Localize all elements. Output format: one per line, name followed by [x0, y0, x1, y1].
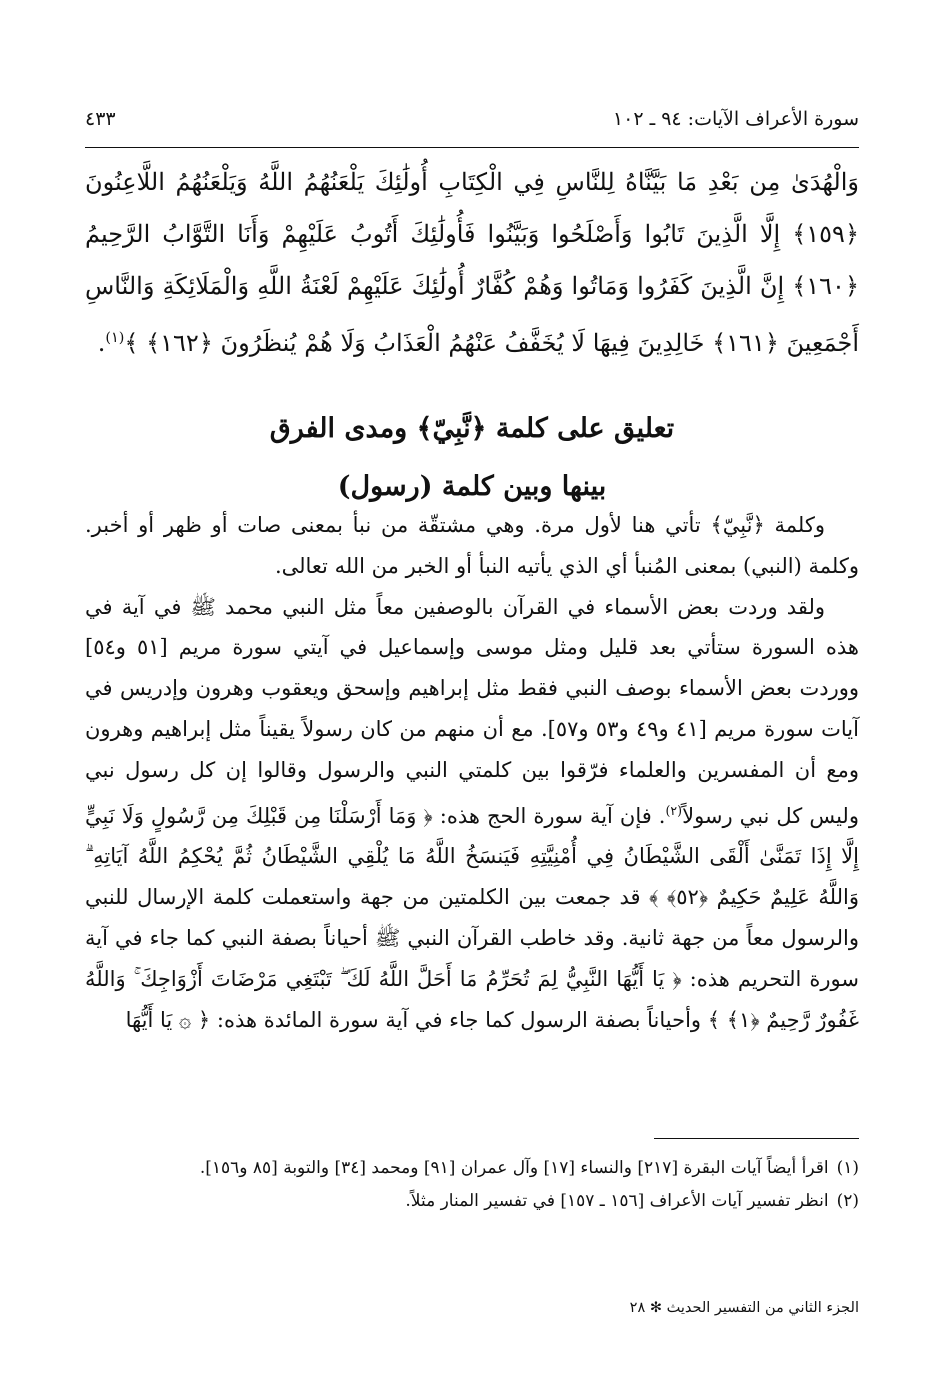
- page-header: [85, 108, 859, 130]
- page-number: ٤٣٣: [85, 108, 116, 130]
- quran-quote-tahrim: ﴿ يَا أَيُّهَا النَّبِيُّ لِمَ تُحَرِّمُ مَا أَحَلَّ اللَّهُ لَكَ ۖ تَبْتَغِي مَرْضَاتَ أَزْوَاجِكَ ۚ وَاللَّهُ غَفُورٌ رَّحِيمٌ ﴿١﴾ ﴾: [85, 966, 859, 1032]
- heading-line-2: بينها وبين كلمة (رسول): [337, 471, 607, 502]
- quran-verses-text: وَالْهُدَىٰ مِن بَعْدِ مَا بَيَّنَّاهُ لِلنَّاسِ فِي الْكِتَابِ أُولَٰئِكَ يَلْعَنُهُمُ اللَّهُ وَيَلْعَنُهُمُ اللَّاعِنُونَ ﴿١٥٩﴾ إِلَّا الَّذِينَ تَابُوا وَأَصْلَحُوا وَبَيَّنُوا فَأُولَٰئِكَ أَتُوبُ عَلَيْهِمْ وَأَنَا التَّوَّابُ الرَّحِيمُ ﴿١٦٠﴾ إِنَّ الَّذِينَ كَفَرُوا وَمَاتُوا وَهُمْ كُفَّارٌ أُولَٰئِكَ عَلَيْهِمْ لَعْنَةُ اللَّهِ وَالْمَلَائِكَةِ وَالنَّاسِ أَجْمَعِينَ ﴿١٦١﴾ خَالِدِينَ فِيهَا لَا يُخَفَّفُ عَنْهُمُ الْعَذَابُ وَلَا هُمْ يُنظَرُونَ ﴿١٦٢﴾ ﴾: [85, 168, 859, 357]
- heading-line-1: تعليق على كلمة ﴿نَّبِيّ﴾ ومدى الفرق: [269, 413, 675, 444]
- page-footer: الجزء الثاني من التفسير الحديث ✻ ٢٨: [629, 1300, 859, 1316]
- quran-quote-hajj: ﴿ وَمَا أَرْسَلْنَا مِن قَبْلِكَ مِن رَّسُولٍ وَلَا نَبِيٍّ إِلَّا إِذَا تَمَنَّىٰ أَلْقَى الشَّيْطَانُ فِي أُمْنِيَّتِهِ فَيَنسَخُ اللَّهُ مَا يُلْقِي الشَّيْطَانُ ثُمَّ يُحْكِمُ اللَّهُ آيَاتِهِ ۗ وَاللَّهُ عَلِيمٌ حَكِيمٌ ﴿٥٢﴾ ﴾: [85, 803, 859, 910]
- body-text: [85, 505, 859, 1040]
- section-heading: [85, 400, 859, 516]
- footnote-ref-2: (٢): [665, 802, 683, 818]
- quran-verses-block: وَالْهُدَىٰ مِن بَعْدِ مَا بَيَّنَّاهُ لِلنَّاسِ فِي الْكِتَابِ أُولَٰئِكَ يَلْعَنُهُمُ اللَّهُ وَيَلْعَنُهُمُ اللَّاعِنُونَ ﴿١٥٩﴾ إِلَّا الَّذِينَ تَابُوا وَأَصْلَحُوا وَبَيَّنُوا فَأُولَٰئِكَ أَتُوبُ عَلَيْهِمْ وَأَنَا التَّوَّابُ الرَّحِيمُ ﴿١٦٠﴾ إِنَّ الَّذِينَ كَفَرُوا وَمَاتُوا وَهُمْ كُفَّارٌ أُولَٰئِكَ عَلَيْهِمْ لَعْنَةُ اللَّهِ وَالْمَلَائِكَةِ وَالنَّاسِ أَجْمَعِينَ ﴿١٦١﴾ خَالِدِينَ فِيهَا لَا يُخَفَّفُ عَنْهُمُ الْعَذَابُ وَلَا هُمْ يُنظَرُونَ ﴿١٦٢﴾ ﴾$^{(١)}$.: [85, 168, 859, 357]
- footnotes: [85, 1152, 859, 1218]
- running-title: سورة الأعراف الآيات: ٩٤ ـ ١٠٢: [612, 108, 859, 130]
- footnote-ref-1: (١): [105, 330, 125, 346]
- footnote-divider: [654, 1138, 859, 1139]
- paragraph-1: وكلمة ﴿نَّبِيّ﴾ تأتي هنا لأول مرة. وهي مشتقّة من نبأ بمعنى صات أو ظهر أو أخبر. وكلمة (النبي) بمعنى المُنبأ أي الذي يأتيه النبأ أو الخبر من الله تعالى.: [85, 513, 859, 578]
- header-divider: [85, 147, 859, 148]
- paragraph-2: ولقد وردت بعض الأسماء في القرآن بالوصفين معاً مثل النبي محمد ﷺ في آية في هذه السورة ستأتي بعد قليل ومثل موسى وإسماعيل في آيتي سورة مريم [٥١ و٥٤] ووردت بعض الأسماء بوصف النبي فقط مثل إبراهيم وإسحق ويعقوب وهرون وإدريس في آيات سورة مريم [٤١ و٤٩ و٥٣ و٥٧]. مع أن منهم من كان رسولاً يقيناً مثل إبراهيم وهرون ومع أن المفسرين والعلماء فرّقوا بين كلمتي النبي والرسول وقالوا إن كل رسول نبي وليس كل نبي رسولاً$^{(٢)}$. فإن آية سورة الحج هذه: ﴿ وَمَا أَرْسَلْنَا مِن قَبْلِكَ مِن رَّسُولٍ وَلَا نَبِيٍّ إِلَّا إِذَا تَمَنَّىٰ أَلْقَى الشَّيْطَانُ فِي أُمْنِيَّتِهِ فَيَنسَخُ اللَّهُ مَا يُلْقِي الشَّيْطَانُ ثُمَّ يُحْكِمُ اللَّهُ آيَاتِهِ ۗ وَاللَّهُ عَلِيمٌ حَكِيمٌ ﴿٥٢﴾ ﴾ قد جمعت بين الكلمتين من جهة واستعملت كلمة الإرسال للنبي والرسول معاً من جهة ثانية. وقد خاطب القرآن النبي ﷺ أحياناً بصفة النبي كما جاء في آية سورة التحريم هذه: ﴿ يَا أَيُّهَا النَّبِيُّ لِمَ تُحَرِّمُ مَا أَحَلَّ اللَّهُ لَكَ ۖ تَبْتَغِي مَرْضَاتَ أَزْوَاجِكَ ۚ وَاللَّهُ غَفُورٌ رَّحِيمٌ ﴿١﴾ ﴾ وأحياناً بصفة الرسول كما جاء في آية سورة المائدة هذه: ﴿ ۞ يَا أَيُّهَا: [85, 594, 859, 1032]
- quran-quote-maidah: ﴿ ۞ يَا أَيُّهَا: [125, 1007, 211, 1032]
- footnote-2: (٢)انظر تفسير آيات الأعراف [١٥٦ ـ ١٥٧] في تفسير المنار مثلاً.: [405, 1191, 859, 1211]
- footnote-1: (١)اقرأ أيضاً آيات البقرة [٢١٧] والنساء [١٧] وآل عمران [٩١] ومحمد [٣٤] والتوبة [٨٥ و١٥٦].: [199, 1158, 859, 1178]
